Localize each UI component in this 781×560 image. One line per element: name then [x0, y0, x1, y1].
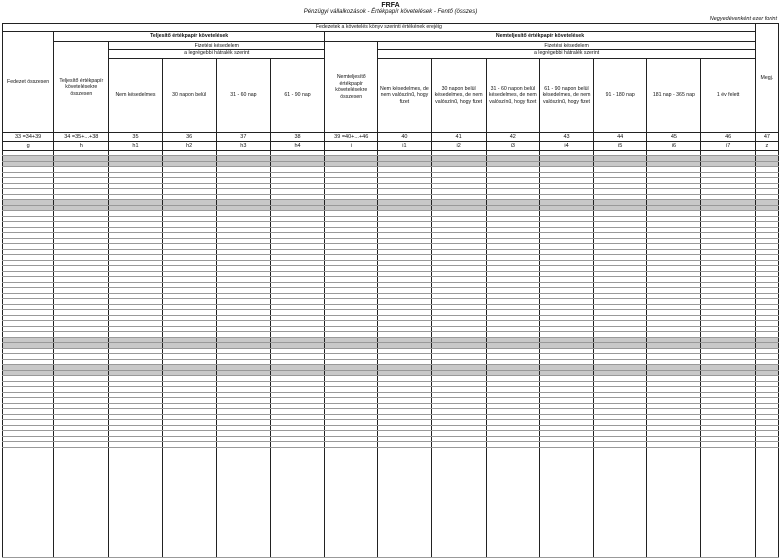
form-subtitle: Pénzügyi vállalkozások - Értékpapír követelések - Fentő (összes)	[303, 9, 478, 15]
column-letter: h3	[216, 142, 270, 151]
column-code: 44	[594, 133, 647, 142]
group-performing: Teljesítő értékpapír követelések	[54, 32, 325, 42]
column-letter: h	[54, 142, 109, 151]
table-cell[interactable]	[486, 447, 539, 557]
megj-header: Megj.	[755, 24, 778, 133]
column-letter: i5	[594, 142, 647, 151]
nonperf-total-header: Nemteljesítő értékpapír követelésekre összesen	[325, 42, 378, 133]
nonperf-col-header: 1 év felett	[701, 58, 755, 133]
column-code: 43	[539, 133, 593, 142]
column-code: 40	[378, 133, 431, 142]
nonperf-col-header: 181 nap - 365 nap	[647, 58, 701, 133]
perf-col-header: 61 - 90 nap	[270, 58, 324, 133]
perf-col-header: Nem késedelmes	[109, 58, 162, 133]
nonperf-col-header: 30 napon belül késedelmes, de nem valószínű, hogy fizet	[431, 58, 486, 133]
nonperf-col-header: 61 - 90 napon belül késedelmes, de nem valószínű, hogy fizet	[539, 58, 593, 133]
column-code: 34 =35+...+38	[54, 133, 109, 142]
column-letter: h1	[109, 142, 162, 151]
perf-col-header: 30 napon belül	[162, 58, 216, 133]
column-code: 35	[109, 133, 162, 142]
column-letter: h2	[162, 142, 216, 151]
table-cell[interactable]	[216, 447, 270, 557]
column-code: 45	[647, 133, 701, 142]
column-code: 41	[431, 133, 486, 142]
nonperf-fizetesi: Fizetési késedelem a legrégebbi hátralék szerint	[378, 42, 755, 59]
column-letter: i3	[486, 142, 539, 151]
table-cell[interactable]	[431, 447, 486, 557]
column-letter: i2	[431, 142, 486, 151]
table-cell[interactable]	[701, 447, 755, 557]
column-code: 33 =34+39	[3, 133, 54, 142]
table-cell[interactable]	[378, 447, 431, 557]
table-cell[interactable]	[3, 447, 54, 557]
table-cell[interactable]	[162, 447, 216, 557]
nonperf-col-header: Nem késedelmes, de nem valószínű, hogy fizet	[378, 58, 431, 133]
column-letter: i	[325, 142, 378, 151]
table-row	[3, 447, 779, 557]
column-letter: z	[755, 142, 778, 151]
perf-fizetesi: Fizetési késedelem a legrégebbi hátralék szerint	[109, 42, 325, 59]
nonperf-col-header: 91 - 180 nap	[594, 58, 647, 133]
table-cell[interactable]	[647, 447, 701, 557]
column-letter: i1	[378, 142, 431, 151]
table-cell[interactable]	[325, 447, 378, 557]
table-cell[interactable]	[594, 447, 647, 557]
column-letter: i4	[539, 142, 593, 151]
fedezet-header: Fedezet összesen	[3, 32, 54, 133]
legregebbi-label: a legrégebbi hátralék szerint	[378, 49, 754, 57]
column-code: 37	[216, 133, 270, 142]
group-nonperforming: Nemteljesítő értékpapír követelések	[325, 32, 756, 42]
perf-col-header: 31 - 60 nap	[216, 58, 270, 133]
table-cell[interactable]	[539, 447, 593, 557]
column-code: 38	[270, 133, 324, 142]
column-code: 42	[486, 133, 539, 142]
form-title: FRFA	[381, 2, 400, 9]
report-table	[2, 23, 779, 558]
table-cell[interactable]	[54, 447, 109, 557]
legregebbi-label: a legrégebbi hátralék szerint	[109, 49, 324, 57]
table-cell[interactable]	[109, 447, 162, 557]
column-code: 39 =40+...+46	[325, 133, 378, 142]
table-cell[interactable]	[755, 447, 778, 557]
column-code: 47	[755, 133, 778, 142]
unit-label: Negyedévenként ezer forint	[709, 16, 777, 22]
column-letter: i7	[701, 142, 755, 151]
column-code: 36	[162, 133, 216, 142]
column-letter: g	[3, 142, 54, 151]
nonperf-col-header: 31 - 60 napon belül késedelmes, de nem valószínű, hogy fizet	[486, 58, 539, 133]
column-letter: h4	[270, 142, 324, 151]
column-letter: i6	[647, 142, 701, 151]
perf-total-header: Teljesítő értékpapír követelésekre összesen	[54, 42, 109, 133]
table-cell[interactable]	[270, 447, 324, 557]
column-code: 46	[701, 133, 755, 142]
top-header: Fedezetek a követelés könyv szerinti értékének erejéig	[3, 24, 756, 32]
